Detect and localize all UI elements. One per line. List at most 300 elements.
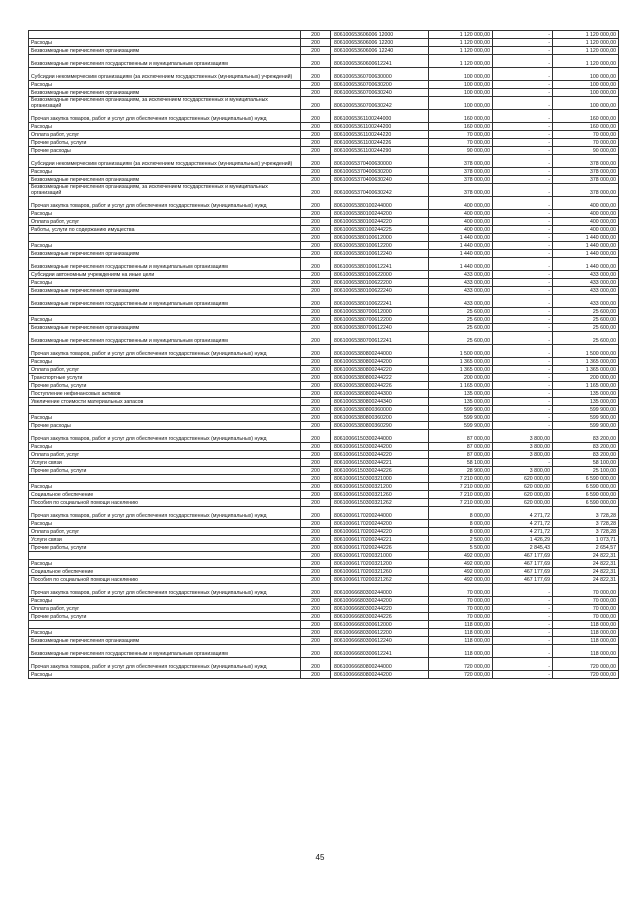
row-name: Расходы (29, 123, 301, 131)
row-remainder-amount: 25 600,00 (553, 308, 619, 316)
row-name: Оплата работ, услуг (29, 451, 301, 459)
row-name: Прочие работы, услуги (29, 613, 301, 621)
table-row (29, 250, 619, 258)
row-name: Безвозмездные перечисления организациям, за исключением государственных и муниципальных организаций (29, 184, 301, 197)
row-remainder-amount: 25 600,00 (553, 332, 619, 345)
row-remainder-amount: 378 000,00 (553, 184, 619, 197)
table-row (29, 544, 619, 552)
table-row (29, 345, 619, 358)
row-remainder-amount: 25 100,00 (553, 467, 619, 475)
row-executed-amount: - (493, 89, 553, 97)
row-remainder-amount: 118 000,00 (553, 629, 619, 637)
row-line-code: 200 (301, 422, 331, 430)
table-row (29, 332, 619, 345)
row-name: Социальное обеспечение (29, 491, 301, 499)
row-line-code: 200 (301, 382, 331, 390)
row-executed-amount: - (493, 671, 553, 679)
row-approved-amount: 70 000,00 (429, 131, 493, 139)
row-budget-code: 80610066680300612200 (331, 629, 429, 637)
row-approved-amount: 1 440 000,00 (429, 234, 493, 242)
row-executed-amount: 3 800,00 (493, 430, 553, 443)
row-approved-amount: 70 000,00 (429, 584, 493, 597)
row-line-code: 200 (301, 226, 331, 234)
row-line-code: 200 (301, 295, 331, 308)
row-executed-amount: - (493, 139, 553, 147)
table-row (29, 242, 619, 250)
table-row (29, 197, 619, 210)
row-budget-code: 80610065380100622241 (331, 295, 429, 308)
row-approved-amount: 100 000,00 (429, 97, 493, 110)
row-executed-amount: 3 800,00 (493, 467, 553, 475)
row-approved-amount: 378 000,00 (429, 184, 493, 197)
row-budget-code: 80610065380700612240 (331, 324, 429, 332)
row-executed-amount: 620 000,00 (493, 483, 553, 491)
row-approved-amount: 7 210 000,00 (429, 483, 493, 491)
row-budget-code: 80610066680300612241 (331, 645, 429, 658)
row-name (29, 31, 301, 39)
row-approved-amount: 25 600,00 (429, 324, 493, 332)
row-remainder-amount: 24 822,31 (553, 552, 619, 560)
row-executed-amount: - (493, 645, 553, 658)
budget-sheet (28, 30, 618, 679)
page-number: 45 (315, 853, 325, 862)
row-approved-amount: 2 500,00 (429, 536, 493, 544)
row-line-code: 200 (301, 475, 331, 483)
row-name: Расходы (29, 168, 301, 176)
table-row (29, 629, 619, 637)
row-remainder-amount: 378 000,00 (553, 176, 619, 184)
row-executed-amount: 620 000,00 (493, 491, 553, 499)
row-name: Прочая закупка товаров, работ и услуг для обеспечения государственных (муниципальных) нужд (29, 110, 301, 123)
row-executed-amount: - (493, 324, 553, 332)
row-budget-code: 80610065380100622200 (331, 279, 429, 287)
row-line-code: 200 (301, 258, 331, 271)
row-executed-amount: - (493, 345, 553, 358)
row-approved-amount: 70 000,00 (429, 597, 493, 605)
row-executed-amount: - (493, 123, 553, 131)
row-executed-amount: - (493, 55, 553, 68)
row-name (29, 308, 301, 316)
row-executed-amount: - (493, 234, 553, 242)
row-name: Безвозмездные перечисления организациям (29, 89, 301, 97)
row-approved-amount: 90 000,00 (429, 147, 493, 155)
row-executed-amount: - (493, 459, 553, 467)
row-approved-amount: 70 000,00 (429, 613, 493, 621)
row-budget-code: 80610065360700630200 (331, 81, 429, 89)
row-remainder-amount: 1 500 000,00 (553, 345, 619, 358)
row-remainder-amount: 100 000,00 (553, 81, 619, 89)
row-remainder-amount: 433 000,00 (553, 287, 619, 295)
row-line-code: 200 (301, 430, 331, 443)
row-line-code: 200 (301, 39, 331, 47)
row-executed-amount: - (493, 422, 553, 430)
row-line-code: 200 (301, 176, 331, 184)
row-budget-code: 80610065380100612000 (331, 234, 429, 242)
row-name: Безвозмездные перечисления государственным и муниципальным организациям (29, 258, 301, 271)
table-row (29, 560, 619, 568)
row-line-code: 200 (301, 544, 331, 552)
row-budget-code: 80610066170200321260 (331, 568, 429, 576)
row-budget-code: 80610066150300244221 (331, 459, 429, 467)
row-name: Безвозмездные перечисления организациям (29, 324, 301, 332)
row-approved-amount: 1 120 000,00 (429, 39, 493, 47)
row-remainder-amount: 6 590 000,00 (553, 491, 619, 499)
table-row (29, 287, 619, 295)
row-remainder-amount: 24 822,31 (553, 568, 619, 576)
row-executed-amount: - (493, 226, 553, 234)
row-budget-code: 80610065360700630240 (331, 89, 429, 97)
row-approved-amount: 599 900,00 (429, 406, 493, 414)
row-budget-code: 80610065361100244220 (331, 131, 429, 139)
row-approved-amount: 25 600,00 (429, 332, 493, 345)
row-remainder-amount: 1 073,71 (553, 536, 619, 544)
row-executed-amount: - (493, 358, 553, 366)
table-row (29, 123, 619, 131)
table-row (29, 430, 619, 443)
table-row (29, 483, 619, 491)
table-row (29, 139, 619, 147)
row-name: Безвозмездные перечисления государственным и муниципальным организациям (29, 645, 301, 658)
row-executed-amount: - (493, 316, 553, 324)
row-line-code: 200 (301, 97, 331, 110)
row-line-code: 200 (301, 560, 331, 568)
row-approved-amount: 70 000,00 (429, 139, 493, 147)
row-executed-amount: 3 800,00 (493, 443, 553, 451)
row-name: Социальное обеспечение (29, 568, 301, 576)
row-budget-code: 80610065370400630200 (331, 168, 429, 176)
row-line-code: 200 (301, 568, 331, 576)
table-row (29, 382, 619, 390)
row-budget-code: 80610065380100244200 (331, 210, 429, 218)
row-remainder-amount: 160 000,00 (553, 123, 619, 131)
row-line-code: 200 (301, 671, 331, 679)
table-row (29, 131, 619, 139)
row-budget-code: 80610066170200244200 (331, 520, 429, 528)
row-line-code: 200 (301, 332, 331, 345)
row-executed-amount: - (493, 287, 553, 295)
row-executed-amount: - (493, 597, 553, 605)
row-remainder-amount: 720 000,00 (553, 671, 619, 679)
row-name: Прочая закупка товаров, работ и услуг для обеспечения государственных (муниципальных) нужд (29, 430, 301, 443)
row-name: Безвозмездные перечисления организациям (29, 637, 301, 645)
row-budget-code: 80610066170200321200 (331, 560, 429, 568)
row-approved-amount: 1 120 000,00 (429, 47, 493, 55)
row-approved-amount: 118 000,00 (429, 645, 493, 658)
row-remainder-amount: 1 365 000,00 (553, 358, 619, 366)
row-executed-amount: - (493, 110, 553, 123)
table-row (29, 451, 619, 459)
row-executed-amount: - (493, 279, 553, 287)
row-line-code: 200 (301, 374, 331, 382)
row-remainder-amount: 83 200,00 (553, 430, 619, 443)
table-row (29, 459, 619, 467)
table-row (29, 55, 619, 68)
row-budget-code: 80610066680300244226 (331, 613, 429, 621)
row-name: Безвозмездные перечисления государственным и муниципальным организациям (29, 332, 301, 345)
row-budget-code: 80610065360700630242 (331, 97, 429, 110)
row-budget-code: 80610065380700612200 (331, 316, 429, 324)
row-remainder-amount: 1 440 000,00 (553, 258, 619, 271)
row-approved-amount: 1 165 000,00 (429, 382, 493, 390)
row-budget-code: 80610066150300321000 (331, 475, 429, 483)
row-approved-amount: 1 500 000,00 (429, 345, 493, 358)
table-row (29, 621, 619, 629)
row-executed-amount: - (493, 258, 553, 271)
row-line-code: 200 (301, 68, 331, 81)
row-approved-amount: 1 440 000,00 (429, 242, 493, 250)
row-remainder-amount: 70 000,00 (553, 131, 619, 139)
row-budget-code: 80610065361100244226 (331, 139, 429, 147)
row-name: Расходы (29, 316, 301, 324)
table-row (29, 390, 619, 398)
row-remainder-amount: 70 000,00 (553, 597, 619, 605)
row-budget-code: 80610065380800360000 (331, 406, 429, 414)
row-executed-amount: - (493, 382, 553, 390)
table-row (29, 218, 619, 226)
row-budget-code: 80610066150300244226 (331, 467, 429, 475)
row-budget-code: 80610065380100244225 (331, 226, 429, 234)
row-name: Субсидии некоммерческим организациям (за исключением государственных (муниципальных) учреждений) (29, 68, 301, 81)
table-row (29, 605, 619, 613)
table-row (29, 47, 619, 55)
row-budget-code: 80610065380100622000 (331, 271, 429, 279)
row-remainder-amount: 6 590 000,00 (553, 499, 619, 507)
row-executed-amount: - (493, 176, 553, 184)
row-budget-code: 80610065380800244226 (331, 382, 429, 390)
row-name: Расходы (29, 597, 301, 605)
row-line-code: 200 (301, 184, 331, 197)
row-name: Прочие работы, услуги (29, 139, 301, 147)
row-line-code: 200 (301, 358, 331, 366)
row-budget-code: 80610065380800244340 (331, 398, 429, 406)
row-approved-amount: 8 000,00 (429, 520, 493, 528)
row-line-code: 200 (301, 308, 331, 316)
row-executed-amount: - (493, 584, 553, 597)
row-remainder-amount: 1 365 000,00 (553, 366, 619, 374)
row-executed-amount: 467 177,69 (493, 552, 553, 560)
row-budget-code: 80610066170200244226 (331, 544, 429, 552)
row-line-code: 200 (301, 629, 331, 637)
row-remainder-amount: 70 000,00 (553, 605, 619, 613)
row-remainder-amount: 83 200,00 (553, 451, 619, 459)
row-remainder-amount: 24 822,31 (553, 560, 619, 568)
row-budget-code: 80610066680800244200 (331, 671, 429, 679)
row-approved-amount: 433 000,00 (429, 271, 493, 279)
row-executed-amount: - (493, 131, 553, 139)
row-line-code: 200 (301, 110, 331, 123)
row-remainder-amount: 433 000,00 (553, 295, 619, 308)
row-name: Пособия по социальной помощи населению (29, 576, 301, 584)
row-approved-amount: 492 000,00 (429, 576, 493, 584)
row-name (29, 406, 301, 414)
row-name: Прочая закупка товаров, работ и услуг для обеспечения государственных (муниципальных) нужд (29, 345, 301, 358)
row-budget-code: 80610065380700612241 (331, 332, 429, 345)
row-approved-amount: 8 000,00 (429, 507, 493, 520)
row-line-code: 200 (301, 499, 331, 507)
row-remainder-amount: 100 000,00 (553, 68, 619, 81)
row-budget-code: 80610066170200321000 (331, 552, 429, 560)
row-remainder-amount: 58 100,00 (553, 459, 619, 467)
row-name: Безвозмездные перечисления организациям (29, 176, 301, 184)
row-line-code: 200 (301, 242, 331, 250)
row-name: Прочие расходы (29, 147, 301, 155)
row-line-code: 200 (301, 131, 331, 139)
row-executed-amount: - (493, 637, 553, 645)
row-remainder-amount: 118 000,00 (553, 621, 619, 629)
row-approved-amount: 720 000,00 (429, 671, 493, 679)
row-remainder-amount: 1 440 000,00 (553, 250, 619, 258)
row-line-code: 200 (301, 451, 331, 459)
row-executed-amount: - (493, 308, 553, 316)
row-executed-amount: - (493, 332, 553, 345)
row-approved-amount: 135 000,00 (429, 398, 493, 406)
row-line-code: 200 (301, 658, 331, 671)
table-row (29, 147, 619, 155)
row-name: Прочие работы, услуги (29, 382, 301, 390)
row-approved-amount: 1 440 000,00 (429, 250, 493, 258)
row-line-code: 200 (301, 139, 331, 147)
table-row (29, 210, 619, 218)
row-budget-code: 80610065360600612241 (331, 55, 429, 68)
row-name: Безвозмездные перечисления государственным и муниципальным организациям (29, 295, 301, 308)
row-line-code: 200 (301, 31, 331, 39)
row-approved-amount: 160 000,00 (429, 123, 493, 131)
row-name: Прочие работы, услуги (29, 467, 301, 475)
row-approved-amount: 599 900,00 (429, 414, 493, 422)
row-remainder-amount: 1 165 000,00 (553, 382, 619, 390)
row-approved-amount: 1 440 000,00 (429, 258, 493, 271)
row-name (29, 621, 301, 629)
row-line-code: 200 (301, 89, 331, 97)
row-remainder-amount: 720 000,00 (553, 658, 619, 671)
row-approved-amount: 135 000,00 (429, 390, 493, 398)
row-executed-amount: - (493, 168, 553, 176)
table-row (29, 443, 619, 451)
row-line-code: 200 (301, 528, 331, 536)
row-remainder-amount: 118 000,00 (553, 637, 619, 645)
row-name (29, 234, 301, 242)
row-budget-code: 80610065380100244220 (331, 218, 429, 226)
row-line-code: 200 (301, 576, 331, 584)
row-line-code: 200 (301, 621, 331, 629)
row-line-code: 200 (301, 197, 331, 210)
row-executed-amount: - (493, 390, 553, 398)
row-approved-amount: 492 000,00 (429, 552, 493, 560)
row-executed-amount: - (493, 414, 553, 422)
row-name: Прочая закупка товаров, работ и услуг для обеспечения государственных (муниципальных) нужд (29, 197, 301, 210)
row-budget-code: 80610065380800244220 (331, 366, 429, 374)
row-executed-amount: - (493, 658, 553, 671)
row-executed-amount: - (493, 68, 553, 81)
row-name: Расходы (29, 414, 301, 422)
row-remainder-amount: 400 000,00 (553, 210, 619, 218)
row-approved-amount: 400 000,00 (429, 197, 493, 210)
table-row (29, 39, 619, 47)
row-name: Работы, услуги по содержанию имущества (29, 226, 301, 234)
table-row (29, 507, 619, 520)
row-line-code: 200 (301, 613, 331, 621)
row-budget-code: 80610065380100244000 (331, 197, 429, 210)
row-name: Прочая закупка товаров, работ и услуг для обеспечения государственных (муниципальных) нужд (29, 584, 301, 597)
row-name: Расходы (29, 443, 301, 451)
row-name: Расходы (29, 629, 301, 637)
row-executed-amount: 3 800,00 (493, 451, 553, 459)
row-line-code: 200 (301, 168, 331, 176)
row-name: Расходы (29, 210, 301, 218)
row-line-code: 200 (301, 123, 331, 131)
row-executed-amount: - (493, 366, 553, 374)
row-approved-amount: 118 000,00 (429, 637, 493, 645)
row-executed-amount: 4 271,72 (493, 528, 553, 536)
row-name: Расходы (29, 560, 301, 568)
row-executed-amount: - (493, 629, 553, 637)
row-remainder-amount: 1 440 000,00 (553, 242, 619, 250)
table-row (29, 422, 619, 430)
row-approved-amount: 200 000,00 (429, 374, 493, 382)
row-budget-code: 806100653606006 12000 (331, 31, 429, 39)
row-name: Безвозмездные перечисления организациям, за исключением государственных и муниципальных организаций (29, 97, 301, 110)
row-name: Оплата работ, услуг (29, 605, 301, 613)
row-approved-amount: 87 000,00 (429, 443, 493, 451)
table-row (29, 324, 619, 332)
row-line-code: 200 (301, 552, 331, 560)
row-name (29, 552, 301, 560)
row-approved-amount: 400 000,00 (429, 218, 493, 226)
row-budget-code: 80610066150300244200 (331, 443, 429, 451)
table-row (29, 568, 619, 576)
row-line-code: 200 (301, 81, 331, 89)
row-approved-amount: 118 000,00 (429, 621, 493, 629)
row-approved-amount: 7 210 000,00 (429, 499, 493, 507)
table-row (29, 637, 619, 645)
row-approved-amount: 70 000,00 (429, 605, 493, 613)
table-row (29, 226, 619, 234)
row-remainder-amount: 100 000,00 (553, 89, 619, 97)
table-row (29, 475, 619, 483)
row-name: Поступление нефинансовых активов (29, 390, 301, 398)
row-line-code: 200 (301, 414, 331, 422)
row-budget-code: 80610065380800244000 (331, 345, 429, 358)
row-line-code: 200 (301, 584, 331, 597)
row-remainder-amount: 378 000,00 (553, 168, 619, 176)
row-remainder-amount: 70 000,00 (553, 139, 619, 147)
row-line-code: 200 (301, 366, 331, 374)
row-line-code: 200 (301, 147, 331, 155)
row-name: Прочие работы, услуги (29, 544, 301, 552)
row-remainder-amount: 400 000,00 (553, 197, 619, 210)
row-executed-amount: - (493, 398, 553, 406)
row-remainder-amount: 6 590 000,00 (553, 475, 619, 483)
table-row (29, 366, 619, 374)
row-line-code: 200 (301, 520, 331, 528)
row-name: Пособия по социальной помощи населению (29, 499, 301, 507)
row-approved-amount: 433 000,00 (429, 295, 493, 308)
table-row (29, 176, 619, 184)
row-budget-code: 80610065370400630000 (331, 155, 429, 168)
table-row (29, 295, 619, 308)
row-executed-amount: - (493, 39, 553, 47)
table-row (29, 68, 619, 81)
row-executed-amount: 620 000,00 (493, 475, 553, 483)
row-approved-amount: 25 600,00 (429, 316, 493, 324)
row-remainder-amount: 3 728,28 (553, 507, 619, 520)
row-name: Расходы (29, 483, 301, 491)
row-budget-code: 80610065380100622240 (331, 287, 429, 295)
row-executed-amount: 467 177,69 (493, 568, 553, 576)
table-row (29, 308, 619, 316)
row-remainder-amount: 25 600,00 (553, 316, 619, 324)
row-remainder-amount: 3 728,28 (553, 520, 619, 528)
